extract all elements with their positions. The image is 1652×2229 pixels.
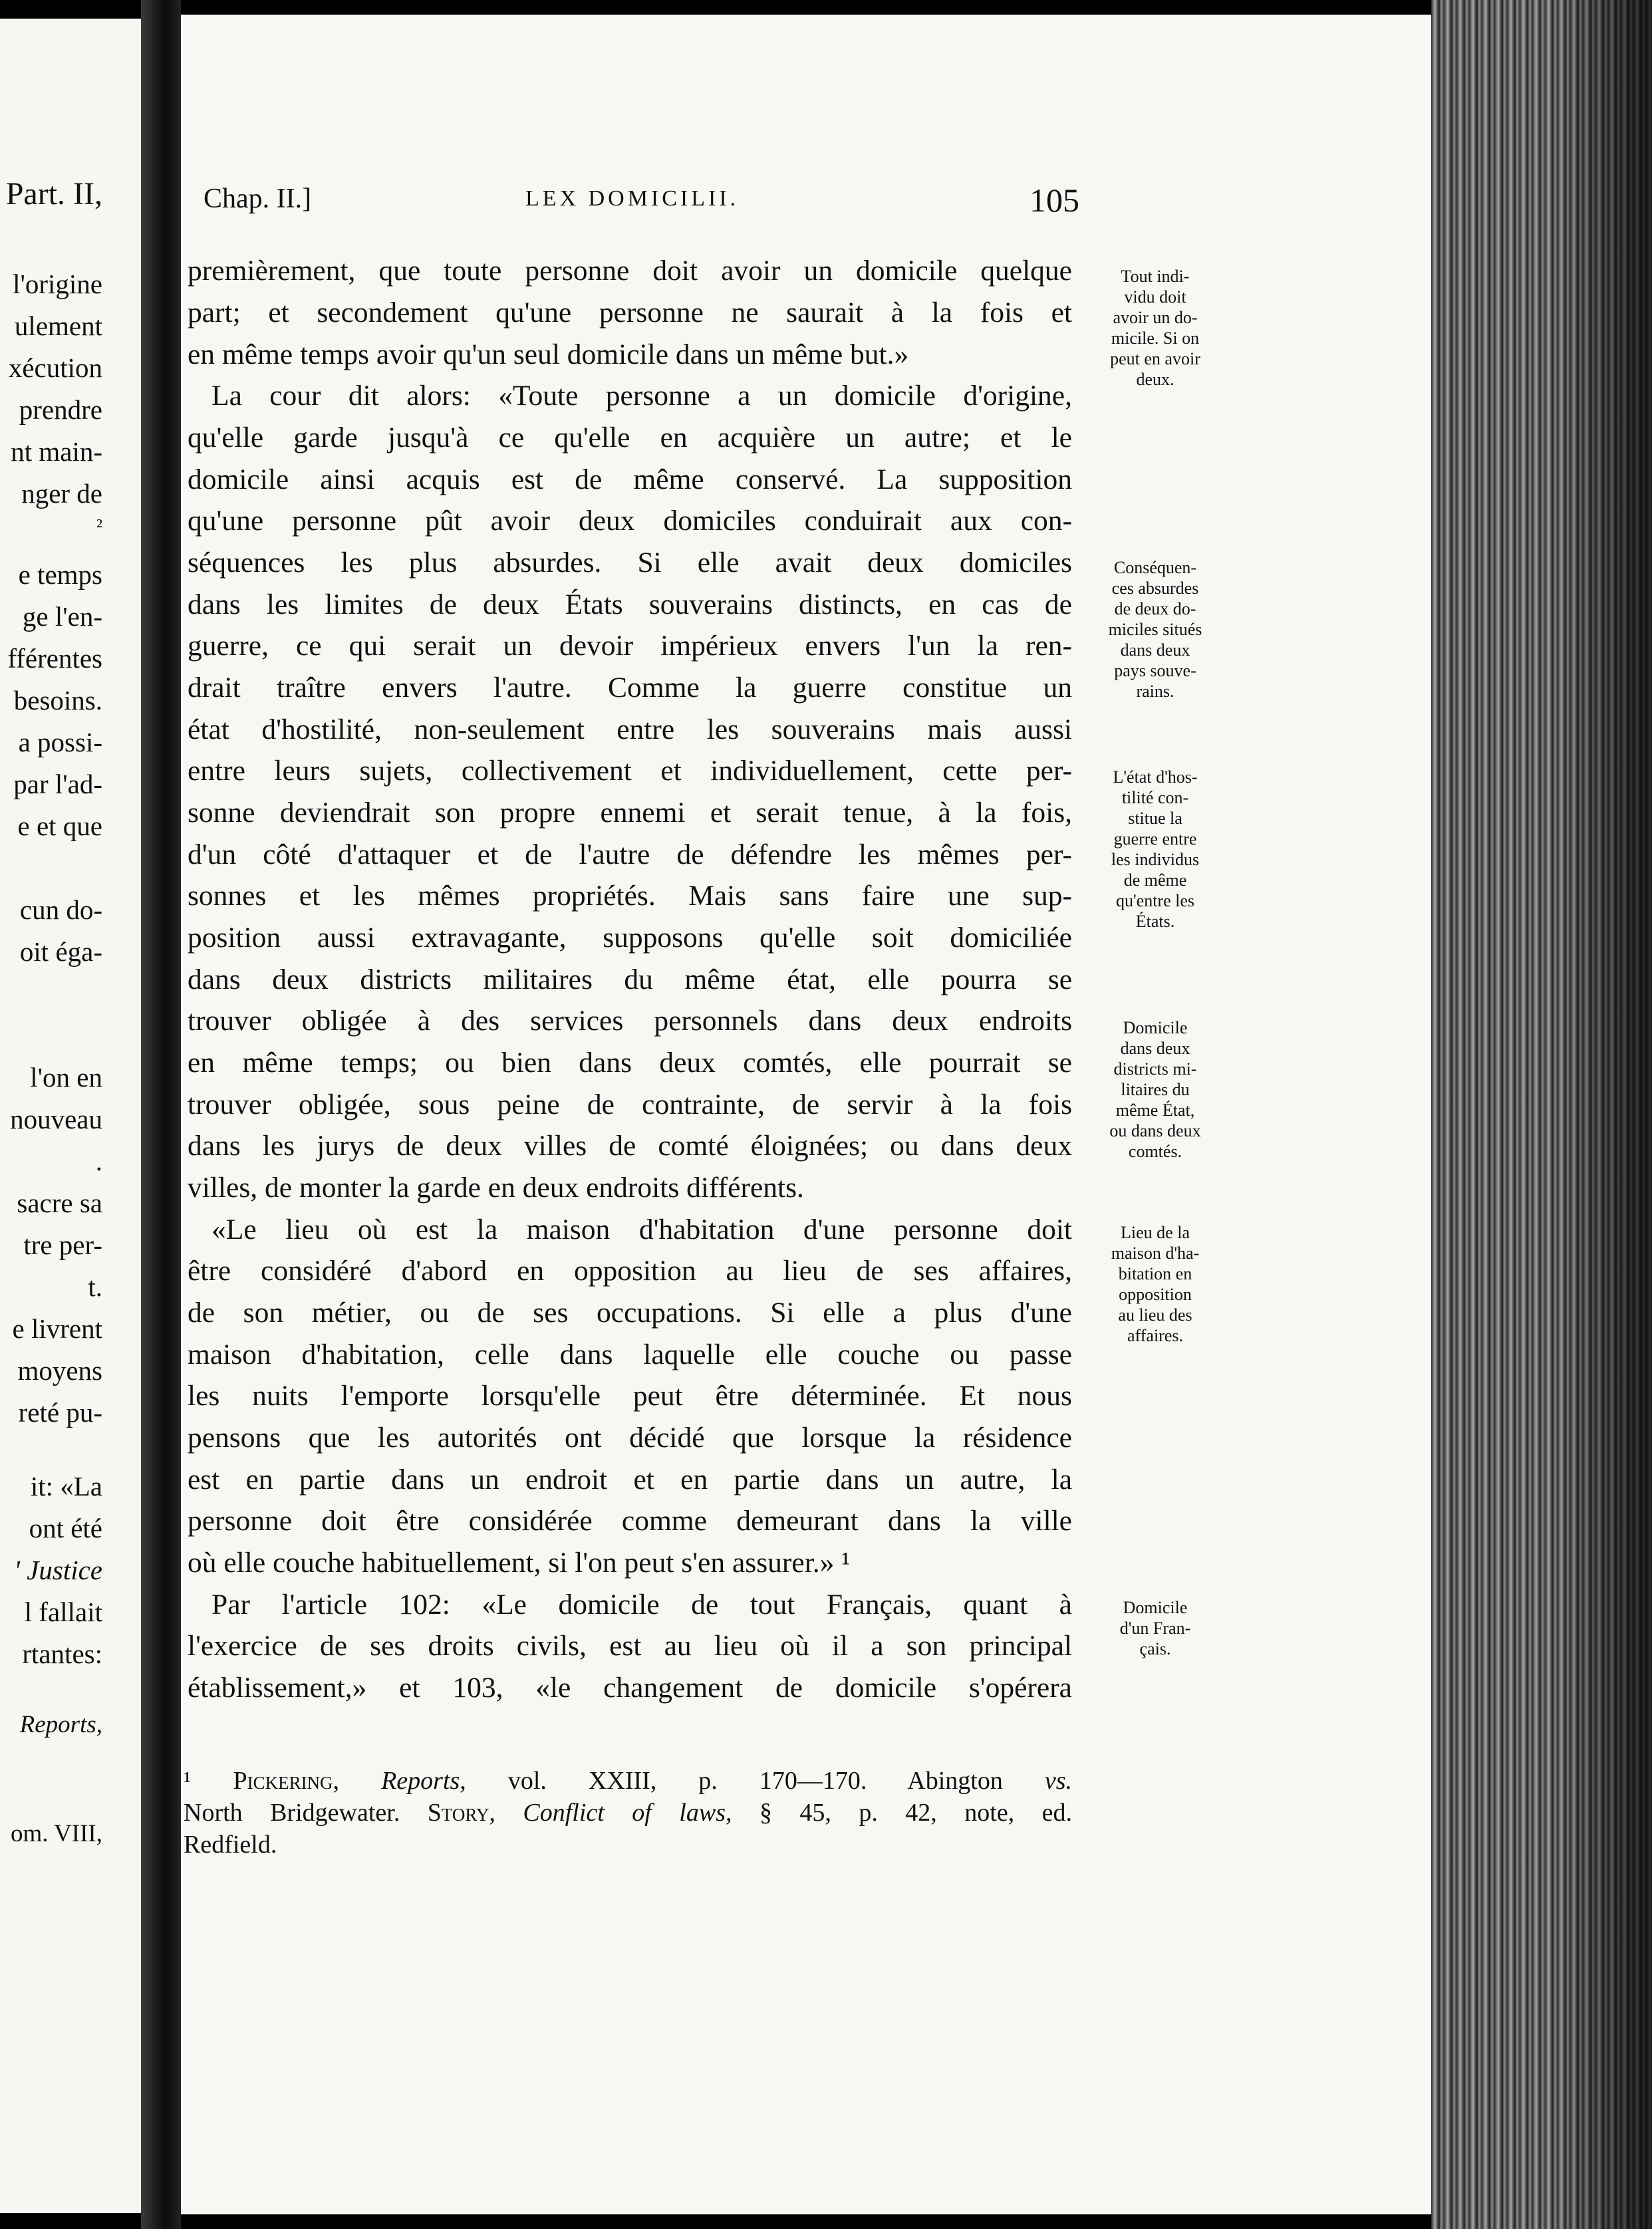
margin-note-line: çais. (1139, 1639, 1171, 1658)
margin-note-line: affaires. (1127, 1326, 1183, 1345)
margin-note-line: Domicile (1123, 1018, 1188, 1037)
left-page-line: it: «La (30, 1471, 102, 1502)
left-page-line: nt main- (11, 436, 102, 467)
margin-note-line: de même (1123, 870, 1187, 890)
footnote-text: North Bridgewater. (184, 1799, 400, 1827)
text-line: dans les jurys de deux villes de comté éloignées; ou dans deux (188, 1130, 1072, 1162)
left-page-line: prendre (19, 394, 102, 425)
running-head-chapter: Chap. II.] (204, 184, 312, 214)
margin-note-line: les individus (1111, 850, 1200, 869)
margin-note-line: dans deux (1120, 1039, 1190, 1058)
text-line: établissement,» et 103, «le changement de domicile s'opérera (188, 1672, 1072, 1704)
margin-note-line: bitation en (1118, 1264, 1192, 1283)
margin-note-line: rains. (1136, 682, 1174, 701)
footnote-line (184, 1765, 1072, 1797)
margin-note-line: miciles situés (1108, 620, 1202, 639)
left-page-line: reté pu- (18, 1397, 102, 1428)
left-page-line: ulement (14, 311, 102, 341)
text-line: position aussi extravagante, supposons qu'elle soit domiciliée (188, 922, 1072, 954)
margin-note-line: dans deux (1120, 640, 1190, 660)
book-gutter (141, 0, 181, 2229)
margin-note-line: Domicile (1123, 1598, 1188, 1617)
page-number: 105 (1030, 182, 1079, 219)
footnote-author: Pickering, (233, 1767, 340, 1795)
text-line: sonnes et les mêmes propriétés. Mais sans faire une sup- (188, 880, 1072, 912)
text-line: villes, de monter la garde en deux endroits différents. (188, 1172, 804, 1204)
left-page-line: cun do- (19, 894, 102, 925)
text-line: où elle couche habituellement, si l'on peut s'en assurer.» ¹ (188, 1547, 851, 1579)
margin-note-line: opposition (1119, 1285, 1192, 1304)
margin-note-line: d'un Fran- (1119, 1619, 1191, 1638)
left-page-line: . (95, 1146, 102, 1176)
footnote-work: Conflict of laws, (523, 1799, 732, 1827)
left-page-line: ge l'en- (22, 601, 102, 632)
footnote-work: Reports, (381, 1767, 466, 1795)
text-line: en même temps avoir qu'un seul domicile dans un même but.» (188, 338, 909, 370)
margin-note-line: ces absurdes (1111, 579, 1199, 598)
left-page-fragment (0, 19, 141, 2213)
footnote-text: § 45, p. 42, note, ed. (759, 1799, 1073, 1827)
margin-note-line: Lieu de la (1121, 1223, 1190, 1242)
text-line: est en partie dans un endroit et en partie dans un autre, la (188, 1464, 1072, 1496)
text-line: l'exercice de ses droits civils, est au lieu où il a son principal (188, 1630, 1072, 1662)
margin-note-line: comtés. (1128, 1142, 1182, 1161)
margin-note-line: districts mi- (1113, 1059, 1197, 1079)
left-page-line: ' Justice (14, 1555, 102, 1585)
text-line: de son métier, ou de ses occupations. Si elle a plus d'une (188, 1297, 1072, 1329)
text-line: pensons que les autorités ont décidé que lorsque la résidence (188, 1422, 1072, 1454)
text-line: dans deux districts militaires du même état, elle pourra se (188, 964, 1072, 995)
text-line: part; et secondement qu'une personne ne saurait à la fois et (188, 297, 1072, 328)
margin-note-line: qu'entre les (1115, 891, 1195, 910)
margin-note-line: même État, (1115, 1101, 1195, 1120)
margin-note-line: Conséquen- (1113, 558, 1197, 577)
margin-note-line: guerre entre (1113, 829, 1197, 849)
left-page-line: l'on en (30, 1062, 102, 1093)
text-line: d'un côté d'attaquer et de l'autre de défendre les mêmes per- (188, 839, 1072, 870)
left-page-line: a possi- (18, 727, 102, 757)
footnote-author: Story, (427, 1799, 495, 1827)
text-line: entre leurs sujets, collectivement et individuellement, cette per- (188, 755, 1072, 787)
text-line: qu'une personne pût avoir deux domiciles conduirait aux con- (188, 505, 1072, 537)
left-page-footnote-line: om. VIII, (10, 1820, 102, 1847)
left-page-line: oit éga- (19, 936, 102, 967)
text-line: sonne deviendrait son propre ennemi et serait tenue, à la fois, (188, 797, 1072, 829)
text-line: trouver obligée à des services personnels dans deux endroits (188, 1005, 1072, 1037)
margin-note-line: avoir un do- (1113, 308, 1198, 327)
left-page-line: sacre sa (17, 1188, 102, 1218)
margin-note-line: Tout indi- (1121, 267, 1190, 286)
margin-note-line: L'état d'hos- (1113, 767, 1198, 787)
left-page-header: Part. II, (5, 176, 102, 211)
margin-note-line: tilité con- (1121, 788, 1189, 807)
margin-note-line: deux. (1136, 370, 1174, 389)
margin-note-line: stitue la (1128, 809, 1182, 828)
left-page-line: par l'ad- (13, 769, 102, 799)
left-page-line: moyens (17, 1355, 102, 1386)
margin-note-line: au lieu des (1118, 1305, 1192, 1325)
margin-note-line: ou dans deux (1109, 1121, 1201, 1140)
text-line: trouver obligée, sous peine de contrainte, de servir à la fois (188, 1089, 1072, 1120)
left-page-line: e livrent (12, 1313, 102, 1344)
text-line: en même temps; ou bien dans deux comtés, elle pourrait se (188, 1047, 1072, 1079)
text-line: les nuits l'emporte lorsqu'elle peut être déterminée. Et nous (188, 1380, 1072, 1412)
left-page-line: e temps (18, 559, 102, 590)
text-line: La cour dit alors: «Toute personne a un domicile d'origine, (211, 380, 1072, 412)
text-line: être considéré d'abord en opposition au lieu de ses affaires, (188, 1255, 1072, 1287)
margin-note-line: peut en avoir (1110, 349, 1200, 368)
text-line: guerre, ce qui serait un devoir impérieux envers l'un la ren- (188, 630, 1072, 662)
left-page-line: l'origine (13, 269, 102, 299)
book-page-edges (1431, 0, 1652, 2229)
margin-note-line: de deux do- (1114, 599, 1196, 618)
margin-note-line: pays souve- (1114, 661, 1196, 680)
text-line: Par l'article 102: «Le domicile de tout Français, quant à (211, 1589, 1072, 1621)
margin-note-line: litaires du (1121, 1080, 1190, 1099)
footnote-line (184, 1797, 1072, 1829)
left-page-line: t. (88, 1271, 102, 1302)
left-page-line: rtantes: (22, 1639, 102, 1669)
left-page-line: e et que (17, 811, 102, 841)
text-line: état d'hostilité, non-seulement entre les souverains mais aussi (188, 714, 1072, 745)
left-page-line: ont été (29, 1513, 102, 1543)
margin-note-line: maison d'ha- (1111, 1244, 1200, 1263)
left-page-line: nouveau (10, 1104, 102, 1134)
text-line: domicile ainsi acquis est de même conservé. La supposition (188, 463, 1072, 495)
text-line: personne doit être considérée comme demeurant dans la ville (188, 1505, 1072, 1537)
left-page-line: l fallait (24, 1597, 102, 1627)
text-line: séquences les plus absurdes. Si elle avait deux domiciles (188, 547, 1072, 579)
text-line: premièrement, que toute personne doit avoir un domicile quelque (188, 255, 1072, 287)
text-line: maison d'habitation, celle dans laquelle elle couche ou passe (188, 1339, 1072, 1371)
text-line: «Le lieu où est la maison d'habitation d'une personne doit (211, 1214, 1072, 1246)
margin-note-line: vidu doit (1124, 287, 1186, 307)
left-page-footnote-line: Reports, (19, 1711, 102, 1738)
running-head-title: LEX DOMICILII. (525, 186, 740, 211)
left-page-line: xécution (8, 352, 102, 383)
margin-note-line: micile. Si on (1111, 328, 1200, 348)
footnote-text: vol. XXIII, p. 170—170. Abington (507, 1767, 1003, 1795)
text-line: qu'elle garde jusqu'à ce qu'elle en acquière un autre; et le (188, 422, 1072, 454)
footnote-line: Redfield. (184, 1831, 277, 1859)
footnote-marker: ¹ (184, 1767, 192, 1795)
text-line: dans les limites de deux États souverains distincts, en cas de (188, 589, 1072, 620)
left-page-footnote-marker: ² (96, 515, 102, 537)
left-page-line: fférentes (7, 643, 102, 674)
left-page-line: nger de (21, 478, 102, 509)
left-page-line: tre per- (23, 1230, 102, 1260)
margin-note-line: États. (1135, 912, 1175, 931)
footnote-versus: vs. (1044, 1767, 1073, 1795)
text-line: drait traître envers l'autre. Comme la guerre constitue un (188, 672, 1072, 704)
left-page-line: besoins. (13, 685, 102, 716)
